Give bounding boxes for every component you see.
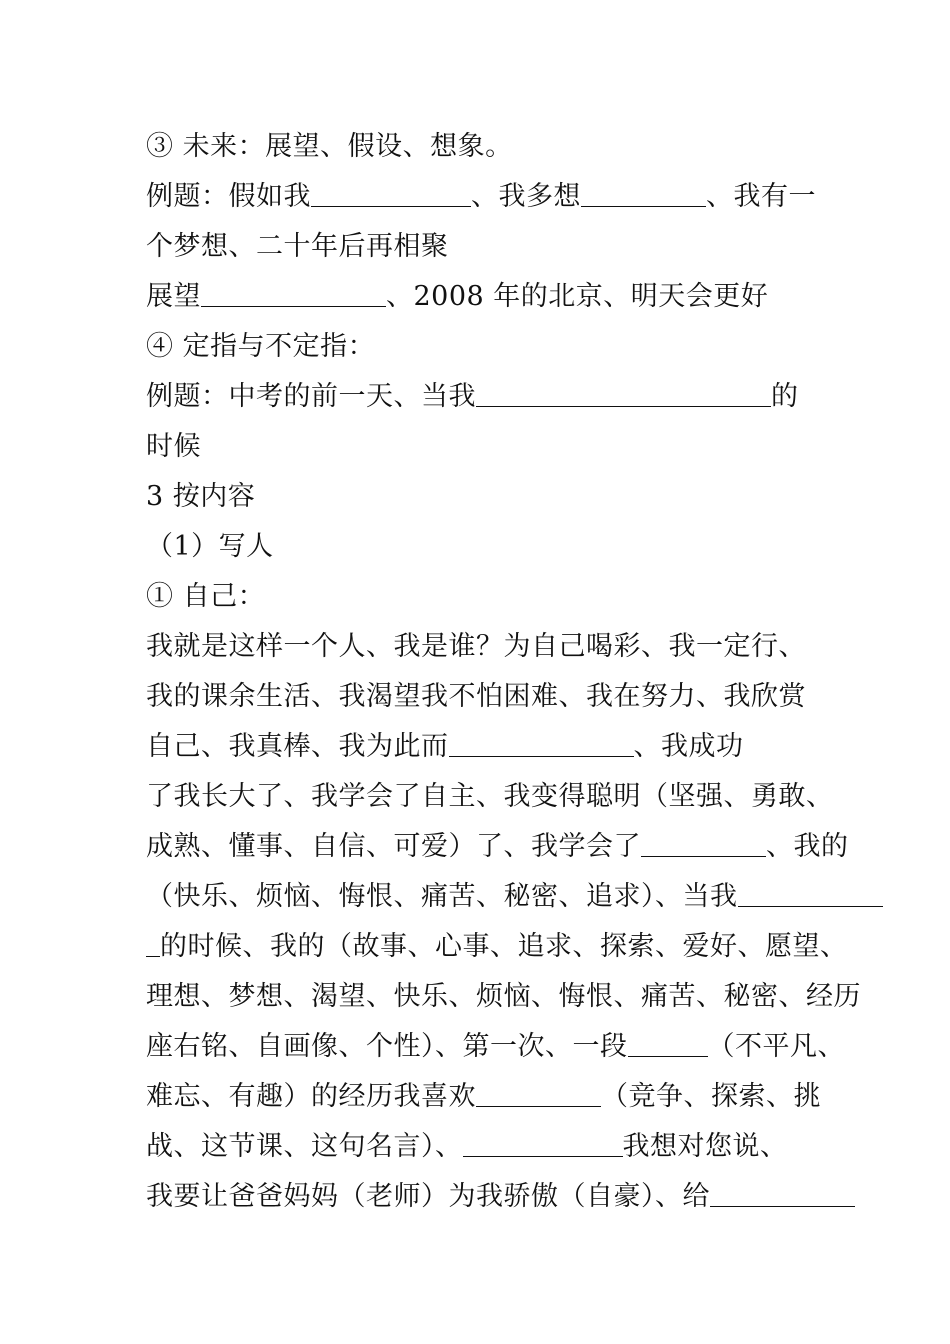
line-text: 难忘、有趣）的经历我喜欢 bbox=[146, 1081, 476, 1112]
text-line bbox=[146, 472, 846, 522]
fill-blank bbox=[449, 726, 634, 757]
text-line bbox=[146, 572, 846, 622]
line-text: 时候 bbox=[146, 431, 201, 462]
line-text: 例题：假如我 bbox=[146, 181, 311, 212]
text-line bbox=[146, 1122, 846, 1172]
fill-blank bbox=[581, 176, 706, 207]
line-text: （快乐、烦恼、悔恨、痛苦、秘密、追求）、当我 bbox=[146, 881, 738, 912]
line-text: 成熟、懂事、自信、可爱）了、我学会了 bbox=[146, 831, 641, 862]
line-text: 、我有一 bbox=[706, 181, 816, 212]
text-line bbox=[146, 1072, 846, 1122]
line-text: ③ 未来：展望、假设、想象。 bbox=[146, 131, 513, 162]
text-line bbox=[146, 922, 846, 972]
line-text: 的 bbox=[771, 381, 799, 412]
line-text: 理想、梦想、渴望、快乐、烦恼、悔恨、痛苦、秘密、经历 bbox=[146, 981, 861, 1012]
fill-blank bbox=[476, 1076, 601, 1107]
text-line bbox=[146, 172, 846, 222]
line-text: 3 按内容 bbox=[146, 481, 256, 512]
line-text: 展望 bbox=[146, 281, 201, 312]
fill-blank bbox=[476, 376, 771, 407]
line-text: 了我长大了、我学会了自主、我变得聪明（坚强、勇敢、 bbox=[146, 781, 834, 812]
line-text: 座右铭、自画像、个性）、第一次、一段 bbox=[146, 1031, 628, 1062]
text-line bbox=[146, 822, 849, 872]
fill-blank bbox=[311, 176, 471, 207]
text-line bbox=[146, 622, 846, 672]
line-text: 我要让爸爸妈妈（老师）为我骄傲（自豪）、给 bbox=[146, 1181, 710, 1212]
line-text: （不平凡、 bbox=[707, 1031, 845, 1062]
text-line bbox=[146, 322, 846, 372]
line-text: 例题：中考的前一天、当我 bbox=[146, 381, 476, 412]
line-text: 战、这节课、这句名言）、 bbox=[146, 1131, 463, 1162]
line-text: 个梦想、二十年后再相聚 bbox=[146, 231, 449, 262]
fill-blank bbox=[201, 276, 386, 307]
fill-blank bbox=[710, 1176, 855, 1207]
fill-blank bbox=[738, 876, 883, 907]
line-text: 自己、我真棒、我为此而 bbox=[146, 731, 449, 762]
line-text: 、我的 bbox=[766, 831, 849, 862]
text-line bbox=[146, 672, 846, 722]
line-text: ① 自己： bbox=[146, 581, 266, 612]
text-line bbox=[146, 272, 846, 322]
line-text: 、我多想 bbox=[471, 181, 581, 212]
fill-blank bbox=[463, 1126, 623, 1157]
document-page bbox=[146, 122, 861, 1222]
line-text: （1）写人 bbox=[146, 531, 274, 562]
text-line bbox=[146, 222, 846, 272]
fill-blank bbox=[146, 926, 160, 957]
fill-blank bbox=[628, 1026, 708, 1057]
line-text: 、我成功 bbox=[633, 731, 744, 762]
text-line bbox=[146, 722, 846, 772]
line-text: 我想对您说、 bbox=[622, 1131, 788, 1162]
line-text: ④ 定指与不定指： bbox=[146, 331, 376, 362]
line-text: 的时候、我的（故事、心事、追求、探索、爱好、愿望、 bbox=[160, 931, 848, 962]
line-text: （竞争、探索、挑 bbox=[601, 1081, 821, 1112]
line-text: 、2008 年的北京、明天会更好 bbox=[386, 281, 769, 312]
text-line bbox=[146, 972, 861, 1022]
text-line bbox=[146, 872, 846, 922]
fill-blank bbox=[641, 826, 766, 857]
text-line bbox=[146, 1172, 846, 1222]
text-line bbox=[146, 122, 846, 172]
line-text: 我就是这样一个人、我是谁？为自己喝彩、我一定行、 bbox=[146, 631, 806, 662]
text-line bbox=[146, 422, 846, 472]
text-line bbox=[146, 772, 846, 822]
line-text: 我的课余生活、我渴望我不怕困难、我在努力、我欣赏 bbox=[146, 681, 806, 712]
text-line bbox=[146, 522, 846, 572]
text-line bbox=[146, 1022, 846, 1072]
text-line bbox=[146, 372, 846, 422]
